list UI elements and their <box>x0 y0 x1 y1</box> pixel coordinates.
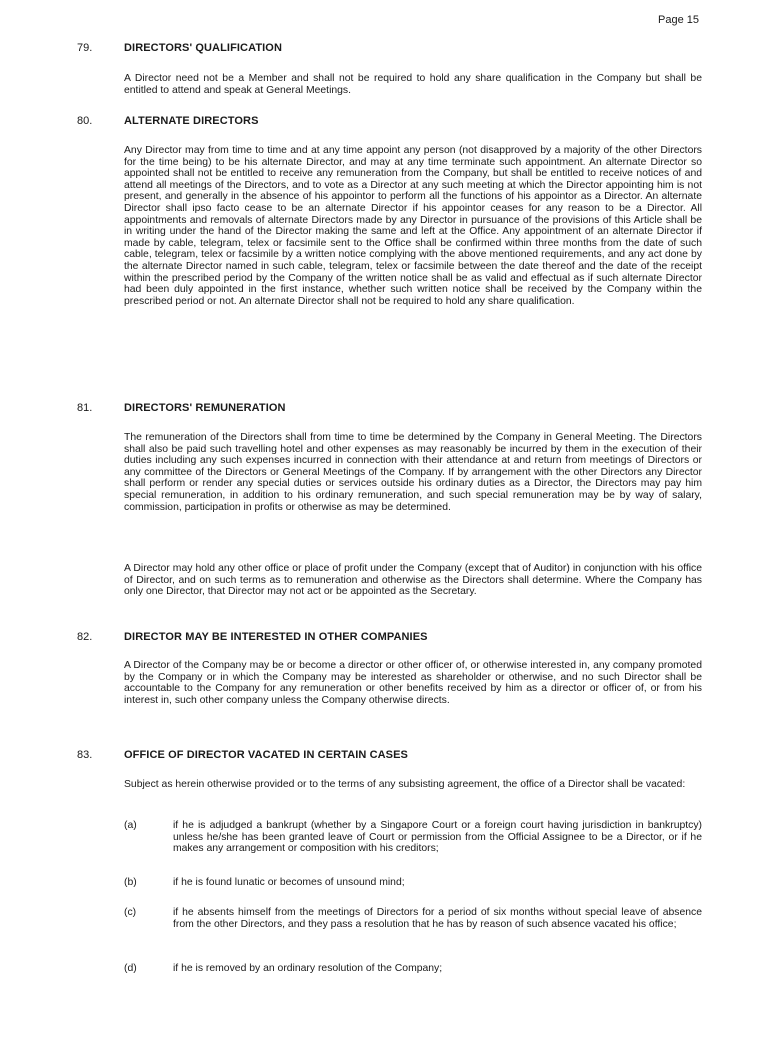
section-title: DIRECTORS' REMUNERATION <box>124 402 286 414</box>
paragraph: The remuneration of the Directors shall from time to time be determined by the Company in General Meeting. The Directors shall also be paid such travelling hotel and other expenses as may reasonably be incurred by them in the execution of their duties including any such expenses incurred in connection with their attendance at and return from meetings of Directors or any committee of the Directors or General Meetings of the Company. If by arrangement with the other Directors any Director shall perform or render any special duties or services outside his ordinary duties as a Director, the Directors may pay him special remuneration, in addition to his ordinary remuneration, and such special remuneration may be by way of salary, commission, participation in profits or otherwise as may be determined. <box>124 432 702 513</box>
section-number: 83. <box>77 749 93 761</box>
section-number: 80. <box>77 115 93 127</box>
list-item-label: (c) <box>124 907 137 918</box>
section-title: DIRECTOR MAY BE INTERESTED IN OTHER COMPANIES <box>124 631 428 643</box>
section-title: ALTERNATE DIRECTORS <box>124 115 259 127</box>
paragraph: Any Director may from time to time and at any time appoint any person (not disapproved by a majority of the other Directors for the time being) to be his alternate Director, and may at any time terminate such appointment. An alternate Director so appointed shall not be entitled to receive any remuneration from the Company, but shall be entitled to receive notices of and attend all meetings of the Directors, and to vote as a Director at any such meeting at which the Director appointing him is not present, and generally in the absence of his appointor to perform all the functions of his appointor as a Director. An alternate Director shall ipso facto cease to be an alternate Director if his appointor ceases for any reason to be a Director. All appointments and removals of alternate Directors made by any Director in pursuance of the provisions of this Article shall be in writing under the hand of the Director making the same and left at the Office. Any appointment of an alternate Director if made by cable, telegram, telex or facsimile sent to the Office shall be confirmed within three months from the date of such cable, telegram, telex or facsimile by a written notice complying with the above mentioned requirements, and any act done by the alternate Director named in such cable, telegram, telex or facsimile between the date thereof and the date of the receipt within the prescribed period by the Company of the written notice shall be as valid and effectual as if such alternate Director had been duly appointed in the first instance, whether such written notice shall be received by the Company within the prescribed period or not. An alternate Director shall not be required to hold any share qualification. <box>124 145 702 307</box>
list-item-label: (d) <box>124 963 137 974</box>
section-number: 82. <box>77 631 93 643</box>
list-item-text: if he is removed by an ordinary resolution of the Company; <box>173 963 443 974</box>
list-item-text: if he absents himself from the meetings of Directors for a period of six months without special leave of absence from the other Directors, and they pass a resolution that he has by reason of such absence vacated his office; <box>173 907 702 930</box>
list-item-text: if he is found lunatic or becomes of unsound mind; <box>173 877 405 888</box>
section-number: 79. <box>77 42 93 54</box>
paragraph: A Director may hold any other office or place of profit under the Company (except that of Auditor) in conjunction with his office of Director, and on such terms as to remuneration and otherwise as the Directors shall determine. Where the Company has only one Director, that Director may not act or be appointed as the Secretary. <box>124 563 702 598</box>
paragraph: Subject as herein otherwise provided or to the terms of any subsisting agreement, the office of a Director shall be vacated: <box>124 779 686 790</box>
paragraph: A Director need not be a Member and shall not be required to hold any share qualification in the Company but shall be entitled to attend and speak at General Meetings. <box>124 73 702 96</box>
list-item-label: (b) <box>124 877 137 888</box>
page-number: Page 15 <box>658 14 699 26</box>
paragraph: A Director of the Company may be or become a director or other officer of, or otherwise interested in, any company promoted by the Company or in which the Company may be interested as shareholder or otherwise, and no such Director shall be accountable to the Company for any remuneration or other benefits received by him as a director or officer of, or from his interest in, such other company unless the Company otherwise directs. <box>124 660 702 706</box>
list-item-text: if he is adjudged a bankrupt (whether by a Singapore Court or a foreign court having jurisdiction in bankruptcy) unless he/she has been granted leave of Court or permission from the Official Assignee to be a Director, or if he makes any arrangement or composition with his creditors; <box>173 820 702 855</box>
list-item-label: (a) <box>124 820 137 831</box>
section-title: DIRECTORS' QUALIFICATION <box>124 42 282 54</box>
section-title: OFFICE OF DIRECTOR VACATED IN CERTAIN CASES <box>124 749 408 761</box>
section-number: 81. <box>77 402 93 414</box>
